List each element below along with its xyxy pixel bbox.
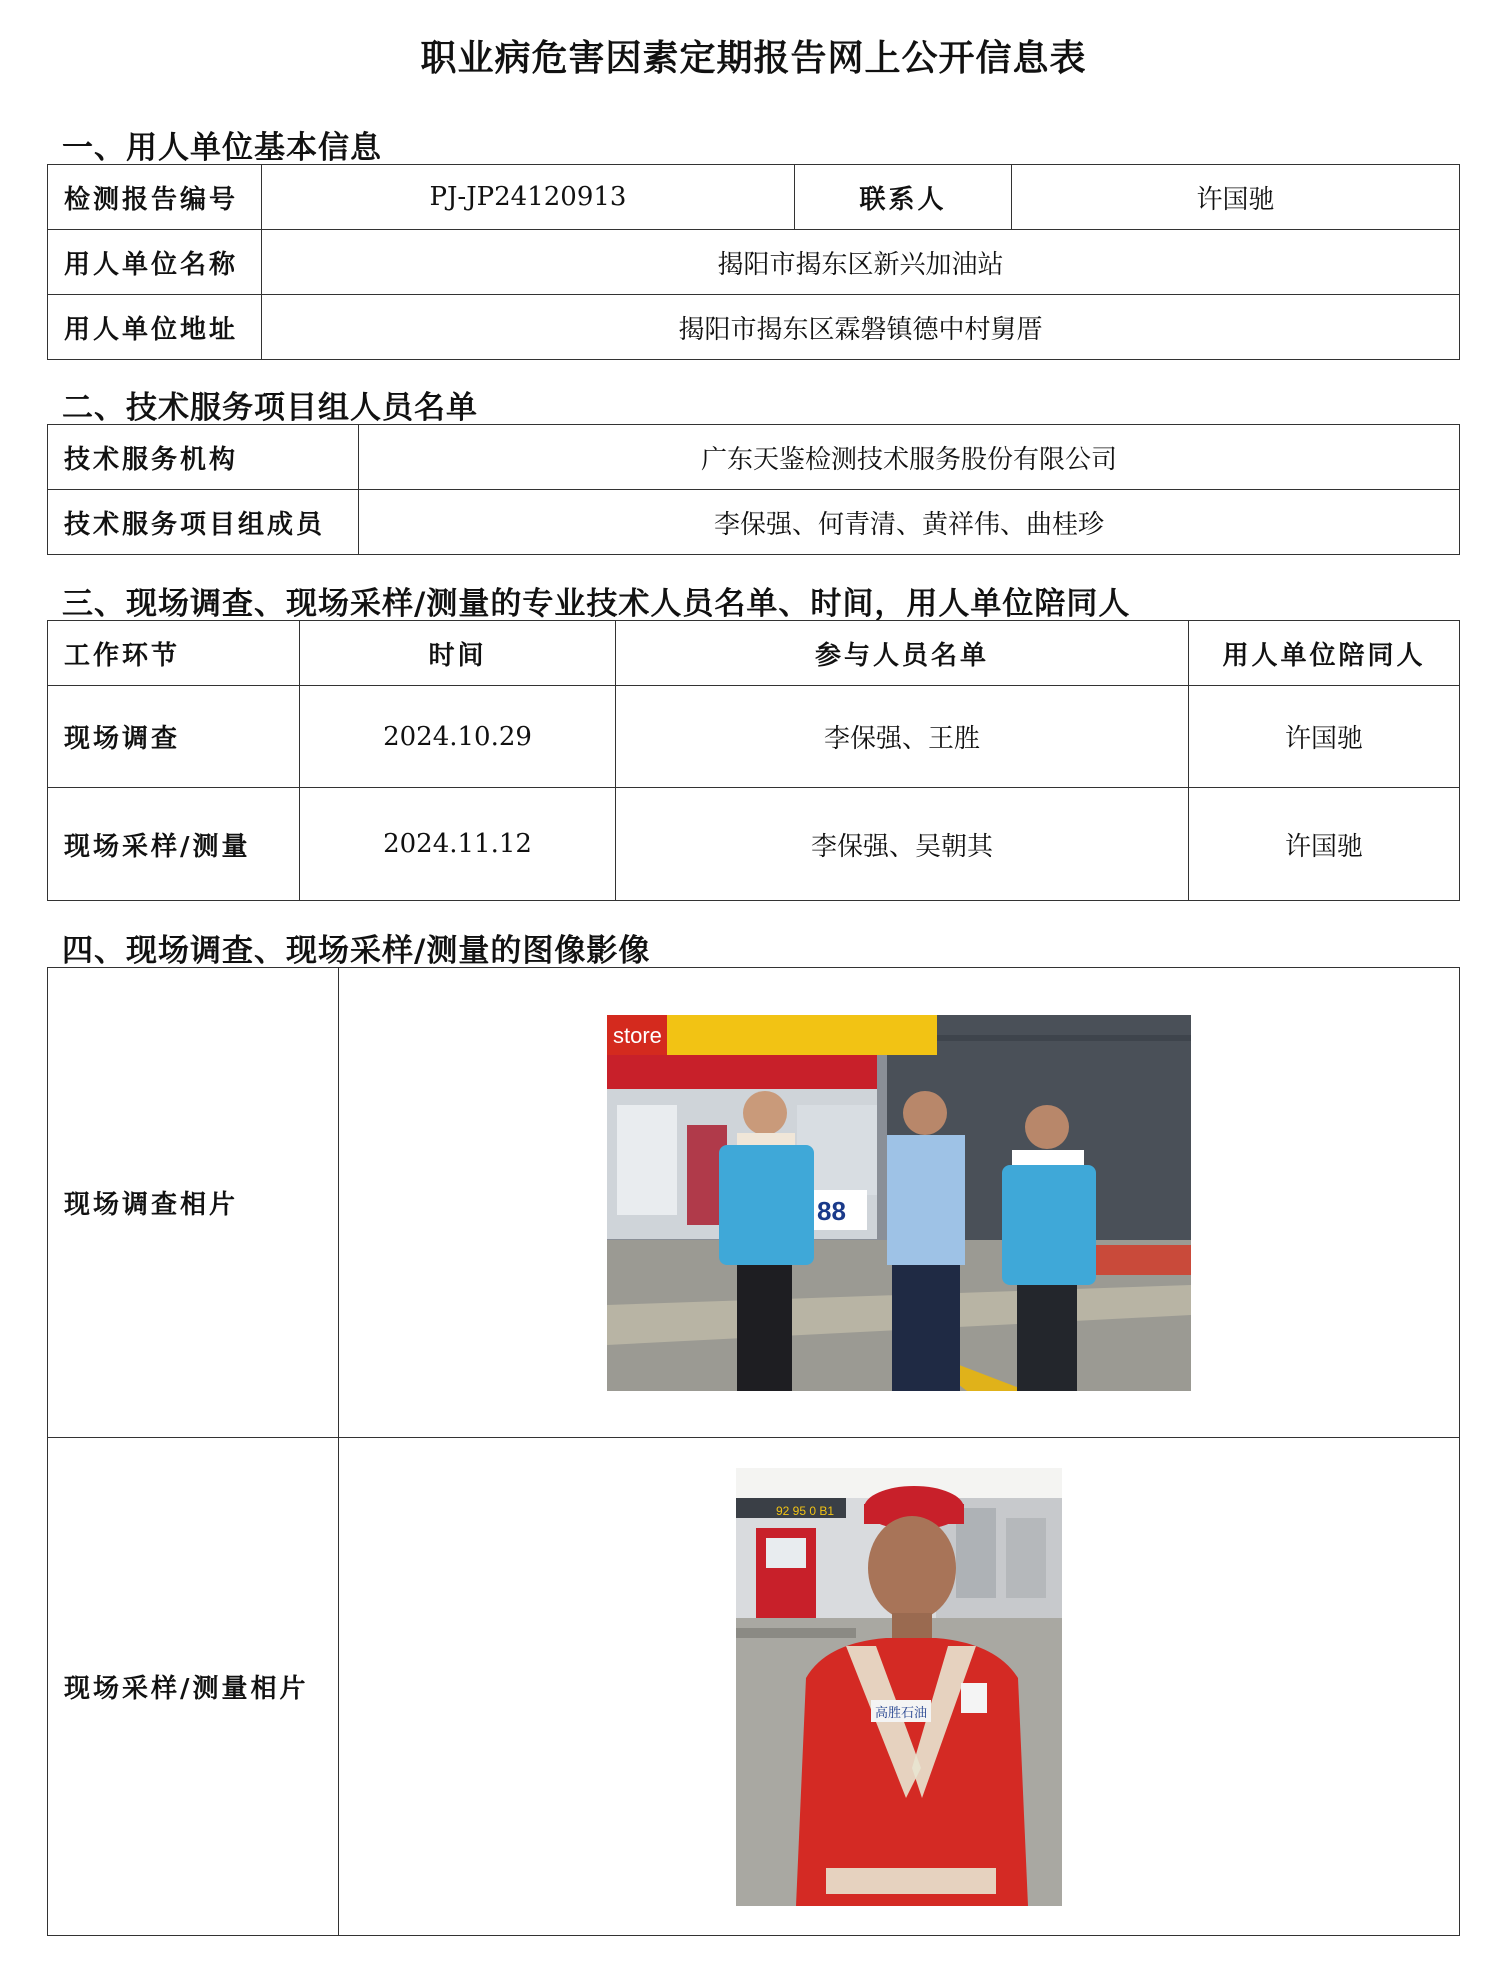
header-date: 时间 [300,621,616,686]
report-no-label: 检测报告编号 [48,165,262,230]
members-label: 技术服务项目组成员 [48,490,359,555]
org-label: 技术服务机构 [48,425,359,490]
table-row-staff: 李保强、王胜 [616,686,1189,788]
contact-value: 许国驰 [1012,165,1460,230]
header-staff: 参与人员名单 [616,621,1189,686]
svg-text:88: 88 [817,1195,846,1226]
unit-name-label: 用人单位名称 [48,230,262,295]
section1-heading: 一、用人单位基本信息 [62,130,382,166]
document-title: 职业病危害因素定期报告网上公开信息表 [420,37,1087,79]
table-row-companion: 许国驰 [1189,686,1460,788]
unit-address-value: 揭阳市揭东区霖磐镇德中村舅厝 [262,295,1460,360]
header-stage: 工作环节 [48,621,300,686]
report-no-value: PJ-JP24120913 [262,165,795,230]
table-row-staff: 李保强、吴朝其 [616,788,1189,901]
section2-heading: 二、技术服务项目组人员名单 [62,390,478,426]
unit-name-value: 揭阳市揭东区新兴加油站 [262,230,1460,295]
unit-info-table [47,164,1460,360]
section4-heading: 四、现场调查、现场采样/测量的图像影像 [62,933,651,969]
sampling-photo [736,1468,1062,1906]
photo-table [47,967,1460,1936]
sampling-photo-cell [339,1438,1460,1936]
schedule-table [47,620,1460,901]
survey-photo-label: 现场调查相片 [48,968,339,1438]
table-row-stage: 现场采样/测量 [48,788,300,901]
org-value: 广东天鉴检测技术服务股份有限公司 [359,425,1460,490]
store-sign-text: store [613,1022,662,1048]
sampling-photo-label: 现场采样/测量相片 [48,1438,339,1936]
members-value: 李保强、何青清、黄祥伟、曲桂珍 [359,490,1460,555]
header-companion: 用人单位陪同人 [1189,621,1460,686]
pump-sign-text: 92 95 0 B1 [776,1503,835,1518]
table-row-date: 2024.11.12 [300,788,616,901]
section3-heading: 三、现场调查、现场采样/测量的专业技术人员名单、时间，用人单位陪同人 [62,586,1131,622]
team-table [47,424,1460,555]
vest-badge-text: 高胜石油 [875,1704,928,1720]
survey-photo [607,1015,1191,1391]
survey-photo-cell [339,968,1460,1438]
contact-label: 联系人 [795,165,1012,230]
table-row-stage: 现场调查 [48,686,300,788]
unit-address-label: 用人单位地址 [48,295,262,360]
table-row-companion: 许国驰 [1189,788,1460,901]
table-row-date: 2024.10.29 [300,686,616,788]
